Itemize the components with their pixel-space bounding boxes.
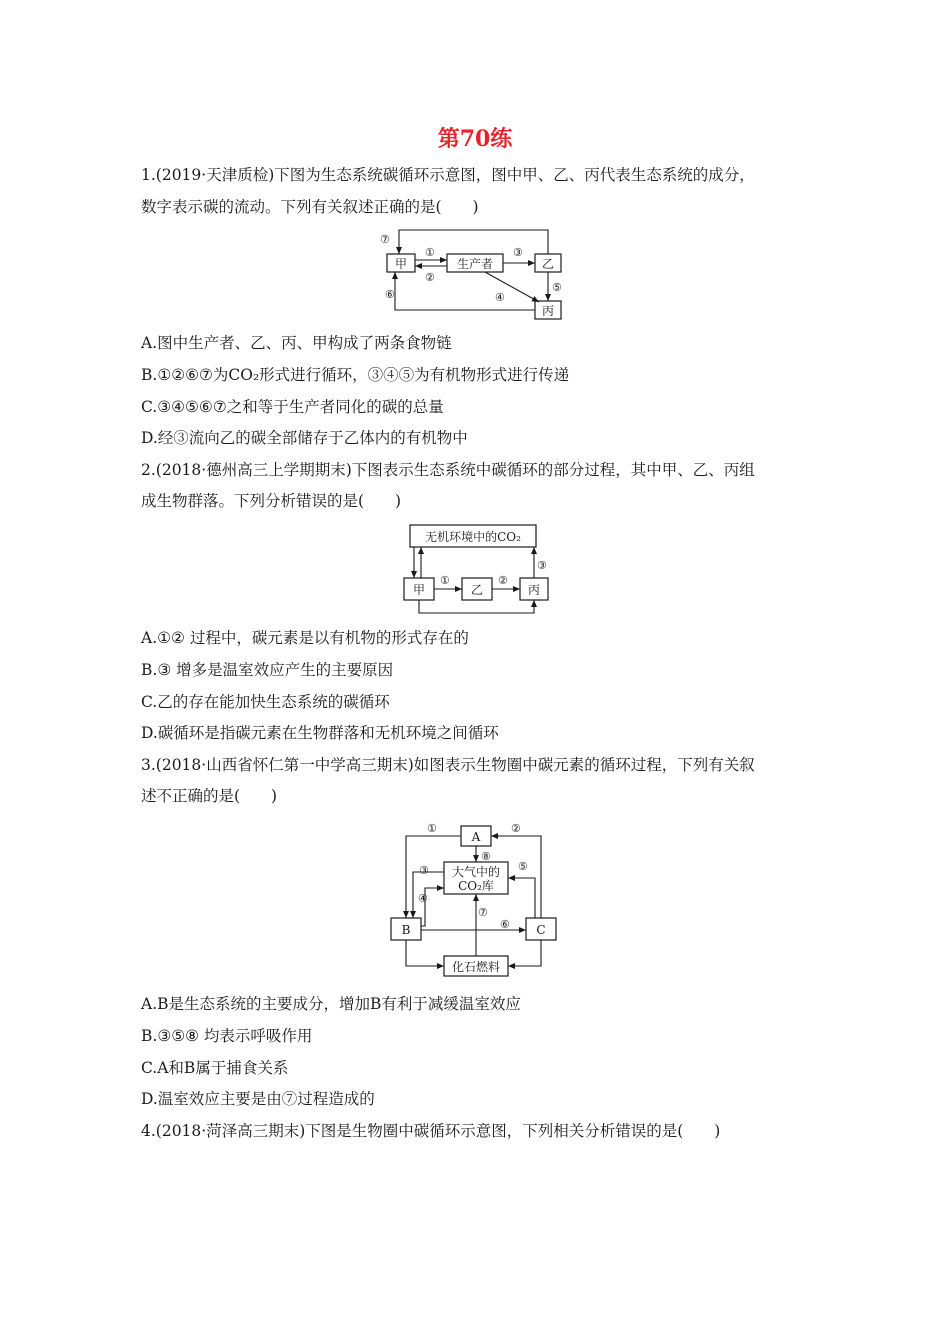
page-title: 第70练 (437, 126, 513, 152)
q3-label-6: ⑥ (500, 918, 510, 931)
q3-label-7: ⑦ (478, 906, 488, 919)
q3-label-4: ④ (418, 892, 428, 905)
q3-label-2: ② (511, 822, 521, 835)
q1-option-d: D.经③流向乙的碳全部储存于乙体内的有机物中 (141, 429, 468, 447)
q2-node-co2-label: 无机环境中的CO₂ (425, 530, 521, 544)
q1-option-a: A.图中生产者、乙、丙、甲构成了两条食物链 (141, 334, 452, 352)
q2-node-bing-label: 丙 (527, 583, 541, 597)
q1-label-2: ② (425, 271, 435, 284)
q1-node-producer-label: 生产者 (456, 257, 494, 271)
q2-option-b: B.③ 增多是温室效应产生的主要原因 (141, 661, 394, 679)
q3-node-c-label: C (536, 923, 546, 937)
q1-option-b: B.①②⑥⑦为CO₂形式进行循环，③④⑤为有机物形式进行传递 (141, 366, 570, 384)
q3-node-a-label: A (471, 830, 481, 844)
q2-stem-line2: 成生物群落。下列分析错误的是( ) (141, 492, 402, 510)
q3-option-a: A.B是生态系统的主要成分，增加B有利于减缓温室效应 (141, 995, 521, 1013)
q2-option-c: C.乙的存在能加快生态系统的碳循环 (141, 693, 390, 711)
q2-label-1: ① (440, 574, 450, 587)
q4-stem-line1: 4.(2018·菏泽高三期末)下图是生物圈中碳循环示意图，下列相关分析错误的是( ) (141, 1122, 721, 1140)
q1-node-jia-label: 甲 (394, 257, 408, 271)
q3-stem-line2: 述不正确的是( ) (141, 787, 278, 805)
q3-label-5: ⑤ (518, 860, 528, 873)
q1-node-yi-label: 乙 (541, 257, 555, 271)
q1-label-7: ⑦ (380, 233, 390, 246)
q2-label-3: ③ (537, 559, 547, 572)
q1-stem-line1: 1.(2019·天津质检)下图为生态系统碳循环示意图，图中甲、乙、丙代表生态系统的成分， (141, 166, 755, 184)
q2-stem-line1: 2.(2018·德州高三上学期期末)下图表示生态系统中碳循环的部分过程，其中甲、乙、丙组 (141, 461, 755, 479)
q3-label-3: ③ (419, 864, 429, 877)
q3-node-b-label: B (401, 923, 411, 937)
q3-node-fuel-label: 化石燃料 (451, 960, 501, 974)
q3-node-co2-label-2: CO₂库 (458, 879, 494, 893)
q1-node-bing-label: 丙 (541, 304, 555, 318)
q1-label-5: ⑤ (552, 281, 562, 294)
q3-label-1: ① (427, 822, 437, 835)
q1-label-4: ④ (495, 291, 505, 304)
q2-label-2: ② (498, 574, 508, 587)
q3-option-b: B.③⑤⑧ 均表示呼吸作用 (141, 1027, 313, 1045)
q3-option-c: C.A和B属于捕食关系 (141, 1059, 289, 1077)
q1-stem-line2: 数字表示碳的流动。下列有关叙述正确的是( ) (141, 198, 479, 216)
q2-node-yi-label: 乙 (470, 583, 484, 597)
q2-node-jia-label: 甲 (412, 583, 426, 597)
q2-carbon-cycle-diagram (398, 520, 553, 620)
q1-carbon-cycle-diagram (375, 225, 575, 325)
q2-option-a: A.①② 过程中，碳元素是以有机物的形式存在的 (141, 629, 469, 647)
q3-label-8: ⑧ (481, 850, 491, 863)
q3-stem-line1: 3.(2018·山西省怀仁第一中学高三期末)如图表示生物圈中碳元素的循环过程，下列有关叙 (141, 756, 755, 774)
q3-node-co2-label-1: 大气中的 (451, 865, 501, 879)
q3-carbon-cycle-diagram (385, 820, 565, 980)
q2-option-d: D.碳循环是指碳元素在生物群落和无机环境之间循环 (141, 724, 499, 742)
q1-label-3: ③ (513, 246, 523, 259)
q1-label-6: ⑥ (385, 288, 395, 301)
q1-option-c: C.③④⑤⑥⑦之和等于生产者同化的碳的总量 (141, 398, 444, 416)
q1-label-1: ① (425, 246, 435, 259)
q3-option-d: D.温室效应主要是由⑦过程造成的 (141, 1090, 375, 1108)
